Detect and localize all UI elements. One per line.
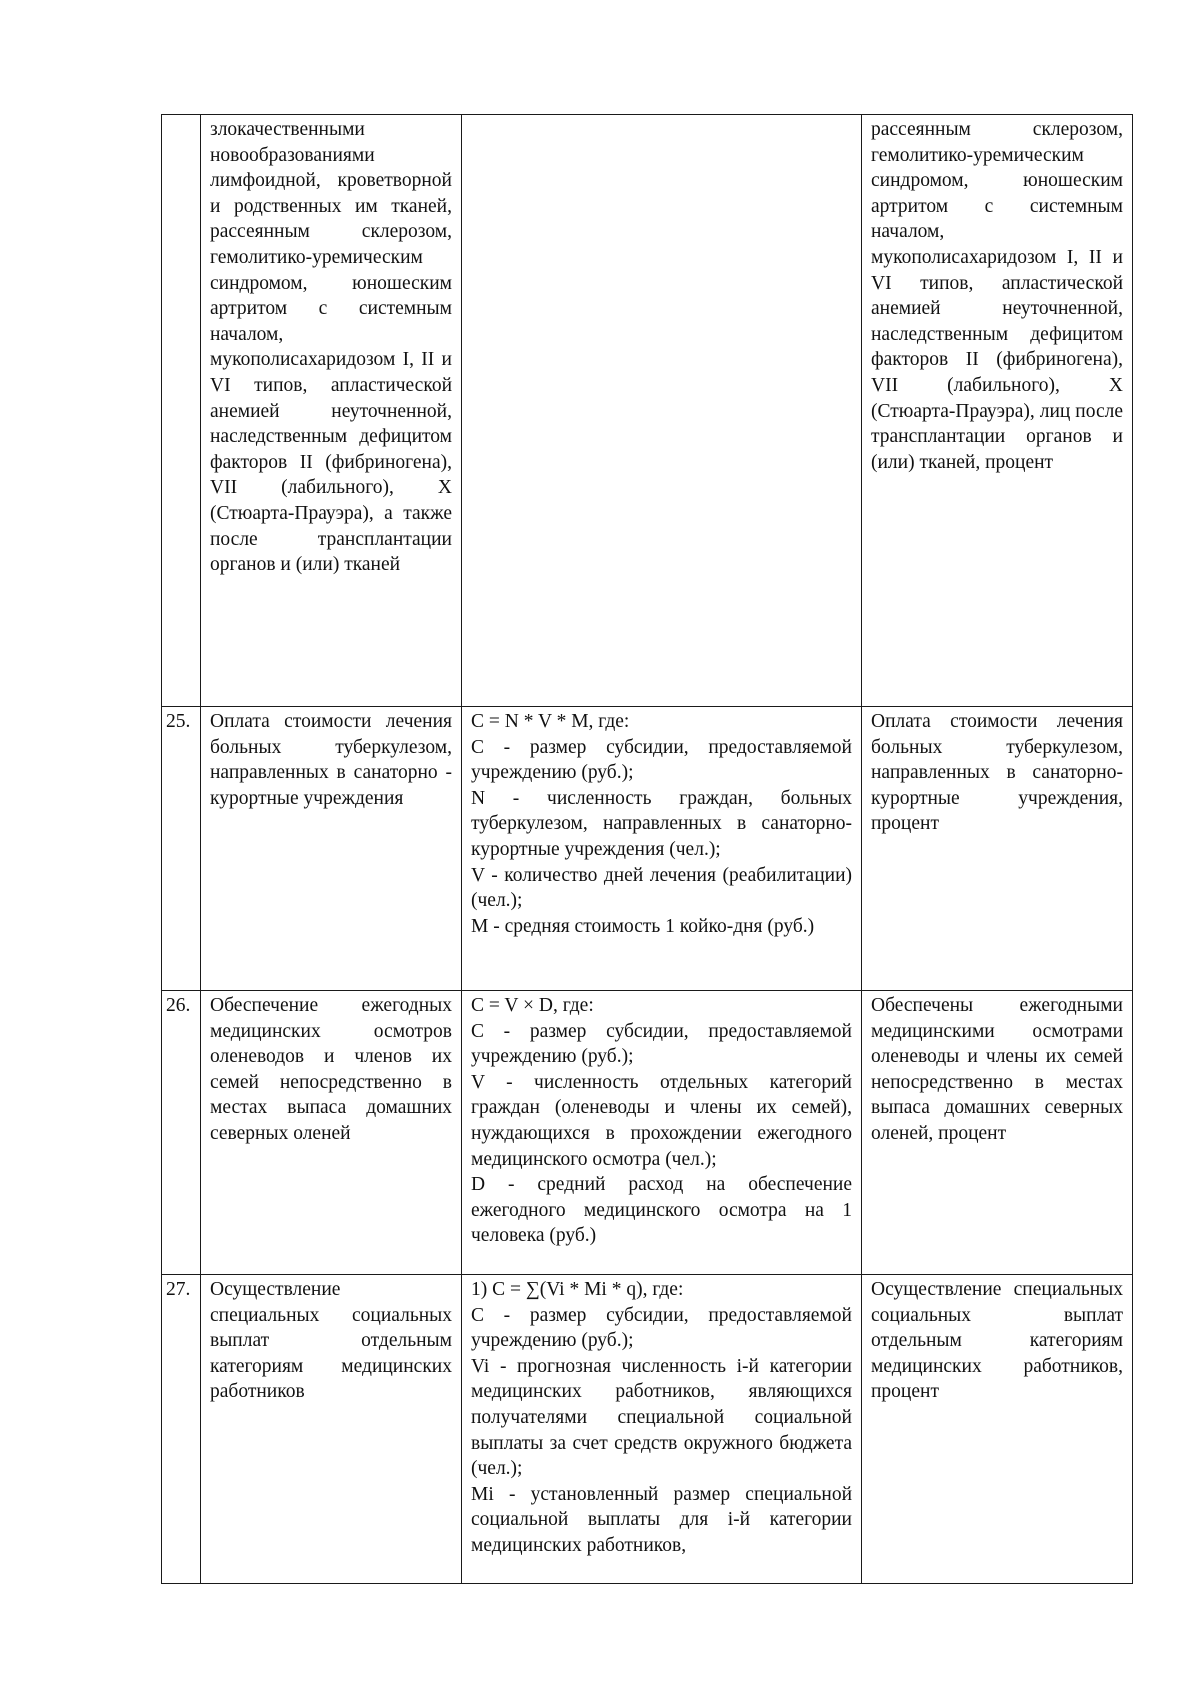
formula-line: C = N * V * M, где: bbox=[471, 711, 630, 732]
measure-name: Осуществление специальных социальных выплат отдельным категориям медицинских работников bbox=[201, 1275, 462, 1584]
result-indicator: Осуществление специальных социальных выплат отдельным категориям медицинских работников, процент bbox=[862, 1275, 1133, 1584]
result-indicator: рассеянным склерозом, гемолитико-уремическим синдромом, юношеским артритом с системным началом, мукополисахаридозом I, II и VI типов, апластической анемией неуточненной, наследственным дефицитом факторов II (фибриногена), VII (лабильного), X (Стюарта-Прауэра), лиц после трансплантации органов и (или) тканей, процент bbox=[862, 115, 1133, 707]
formula-line: D - средний расход на обеспечение ежегодного медицинского осмотра на 1 человека (руб.) bbox=[471, 1174, 852, 1247]
formula-line: Vi - прогнозная численность i-й категории медицинских работников, являющихся получателями специальной социальной выплаты за счет средств окружного бюджета (чел.); bbox=[471, 1355, 852, 1480]
formula-line: 1) C = ∑(Vi * Mi * q), где: bbox=[471, 1279, 684, 1300]
calculation-formula bbox=[462, 991, 862, 1275]
result-indicator: Оплата стоимости лечения больных туберкулезом, направленных в санаторно-курортные учреждения, процент bbox=[862, 707, 1133, 991]
calculation-formula bbox=[462, 115, 862, 707]
measure-name: Оплата стоимости лечения больных туберкулезом, направленных в санаторно - курортные учреждения bbox=[201, 707, 462, 991]
formula-line: C - размер субсидии, предоставляемой учреждению (руб.); bbox=[471, 736, 852, 784]
row-number bbox=[162, 115, 201, 707]
formula-line: N - численность граждан, больных туберкулезом, направленных в санаторно-курортные учреждения (чел.); bbox=[471, 787, 852, 860]
subsidy-calculation-table bbox=[161, 114, 1133, 1584]
table-row bbox=[162, 1275, 1133, 1584]
formula-line: V - количество дней лечения (реабилитации) (чел.); bbox=[471, 864, 852, 912]
measure-name: Обеспечение ежегодных медицинских осмотров оленеводов и членов их семей непосредственно в местах выпаса домашних северных оленей bbox=[201, 991, 462, 1275]
formula-line: C - размер субсидии, предоставляемой учреждению (руб.); bbox=[471, 1020, 852, 1068]
formula-line: M - средняя стоимость 1 койко-дня (руб.) bbox=[471, 915, 815, 937]
calculation-formula bbox=[462, 1275, 862, 1584]
formula-line: C - размер субсидии, предоставляемой учреждению (руб.); bbox=[471, 1304, 852, 1352]
row-number: 27. bbox=[162, 1275, 201, 1584]
formula-line: Mi - установленный размер специальной социальной выплаты для i-й категории медицинских работников, bbox=[471, 1483, 852, 1556]
row-number: 26. bbox=[162, 991, 201, 1275]
row-number: 25. bbox=[162, 707, 201, 991]
table-row bbox=[162, 115, 1133, 707]
measure-name: злокачественными новообразованиями лимфоидной, кроветворной и родственных им тканей, рассеянным склерозом, гемолитико-уремическим синдромом, юношеским артритом с системным началом, мукополисахаридозом I, II и VI типов, апластической анемией неуточненной, наследственным дефицитом факторов II (фибриногена), VII (лабильного), X (Стюарта-Прауэра), а также после трансплантации органов и (или) тканей bbox=[201, 115, 462, 707]
table-row bbox=[162, 707, 1133, 991]
result-indicator: Обеспечены ежегодными медицинскими осмотрами оленеводы и члены их семей непосредственно в местах выпаса домашних северных оленей, процент bbox=[862, 991, 1133, 1275]
formula-line: C = V × D, где: bbox=[471, 995, 594, 1016]
table-row bbox=[162, 991, 1133, 1275]
formula-line: V - численность отдельных категорий граждан (оленеводы и члены их семей), нуждающихся в прохождении ежегодного медицинского осмотра (чел.); bbox=[471, 1071, 852, 1170]
calculation-formula bbox=[462, 707, 862, 991]
